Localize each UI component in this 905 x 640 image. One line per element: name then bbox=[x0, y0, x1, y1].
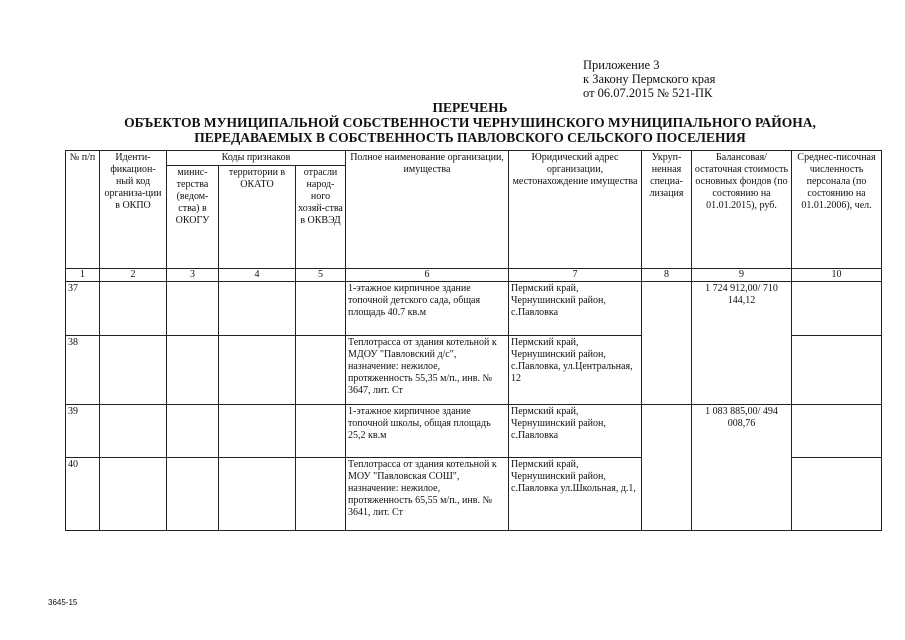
col-number: 10 bbox=[792, 269, 882, 282]
col-number: 7 bbox=[509, 269, 642, 282]
empty-cell bbox=[219, 336, 296, 405]
empty-cell bbox=[219, 405, 296, 458]
empty-cell bbox=[167, 458, 219, 531]
empty-cell bbox=[792, 405, 882, 458]
row-num: 37 bbox=[66, 282, 100, 336]
header-branch: отрасли народ-ного хозяй-ства в ОКВЭД bbox=[296, 166, 346, 269]
header-address: Юридический адрес организации, местонахождение имущества bbox=[509, 151, 642, 269]
row-name: Теплотрасса от здания котельной к МДОУ "Павловский д/с", назначение: нежилое, протяженность 55,35 м/п., инв. № 3647, лит. Ст bbox=[346, 336, 509, 405]
appendix-line-2: к Закону Пермского края bbox=[583, 72, 716, 86]
empty-cell bbox=[296, 336, 346, 405]
empty-cell bbox=[296, 458, 346, 531]
empty-cell bbox=[100, 336, 167, 405]
col-number: 1 bbox=[66, 269, 100, 282]
document-subtitle-2: ПЕРЕДАВАЕМЫХ В СОБСТВЕННОСТЬ ПАВЛОВСКОГО СЕЛЬСКОГО ПОСЕЛЕНИЯ bbox=[194, 130, 746, 145]
empty-cell bbox=[100, 458, 167, 531]
header-num: № п/п bbox=[66, 151, 100, 269]
header-name: Полное наименование организации, имущества bbox=[346, 151, 509, 269]
empty-cell bbox=[219, 458, 296, 531]
col-number: 8 bbox=[642, 269, 692, 282]
row-name: 1-этажное кирпичное здание топочной детского сада, общая площадь 40.7 кв.м bbox=[346, 282, 509, 336]
row-address: Пермский край, Чернушинский район, с.Павловка ул.Школьная, д.1, bbox=[509, 458, 642, 531]
empty-cell bbox=[792, 458, 882, 531]
header-balance: Балансовая/ остаточная стоимость основных фондов (по состоянию на 01.01.2015), руб. bbox=[692, 151, 792, 269]
row-balance: 1 724 912,00/ 710 144,12 bbox=[692, 282, 792, 405]
header-row-1 bbox=[66, 151, 882, 166]
empty-cell bbox=[296, 282, 346, 336]
page-footer-code: 3645-15 bbox=[48, 598, 78, 607]
row-num: 40 bbox=[66, 458, 100, 531]
col-number: 4 bbox=[219, 269, 296, 282]
row-address: Пермский край, Чернушинский район, с.Павловка, ул.Центральная, 12 bbox=[509, 336, 642, 405]
col-number: 3 bbox=[167, 269, 219, 282]
header-territory: территории в ОКАТО bbox=[219, 166, 296, 269]
header-ministry: минис-терства (ведом-ства) в ОКОГУ bbox=[167, 166, 219, 269]
empty-cell bbox=[296, 405, 346, 458]
row-name: Теплотрасса от здания котельной к МОУ "Павловская СОШ", назначение: нежилое, протяженность 65,55 м/п., инв. № 3641, лит. Ст bbox=[346, 458, 509, 531]
col-number: 6 bbox=[346, 269, 509, 282]
col-number: 5 bbox=[296, 269, 346, 282]
header-codes: Коды признаков bbox=[167, 151, 346, 166]
empty-cell bbox=[167, 405, 219, 458]
column-number-row bbox=[66, 269, 882, 282]
empty-cell bbox=[219, 282, 296, 336]
empty-cell bbox=[167, 336, 219, 405]
appendix-line-1: Приложение 3 bbox=[583, 58, 660, 72]
appendix-line-3: от 06.07.2015 № 521-ПК bbox=[583, 86, 713, 100]
property-table bbox=[65, 150, 882, 531]
document-subtitle-1: ОБЪЕКТОВ МУНИЦИПАЛЬНОЙ СОБСТВЕННОСТИ ЧЕРНУШИНСКОГО МУНИЦИПАЛЬНОГО РАЙОНА, bbox=[124, 115, 816, 130]
row-address: Пермский край, Чернушинский район, с.Павловка bbox=[509, 405, 642, 458]
empty-cell bbox=[100, 282, 167, 336]
empty-cell bbox=[792, 282, 882, 336]
empty-cell bbox=[167, 282, 219, 336]
appendix-note bbox=[583, 58, 715, 100]
header-staff: Среднес-писочная численность персонала (по состоянию на 01.01.2006), чел. bbox=[792, 151, 882, 269]
empty-cell bbox=[642, 282, 692, 405]
empty-cell bbox=[642, 405, 692, 531]
document-title: ПЕРЕЧЕНЬ bbox=[432, 100, 508, 115]
empty-cell bbox=[100, 405, 167, 458]
header-okpo: Иденти-фикацион-ный код организа-ции в ОКПО bbox=[100, 151, 167, 269]
table-row bbox=[66, 282, 882, 336]
row-name: 1-этажное кирпичное здание топочной школы, общая площадь 25,2 кв.м bbox=[346, 405, 509, 458]
row-balance: 1 083 885,00/ 494 008,76 bbox=[692, 405, 792, 531]
header-group: Укруп-ненная специа-лизация bbox=[642, 151, 692, 269]
empty-cell bbox=[792, 336, 882, 405]
table-row bbox=[66, 405, 882, 458]
col-number: 2 bbox=[100, 269, 167, 282]
row-address: Пермский край, Чернушинский район, с.Павловка bbox=[509, 282, 642, 336]
col-number: 9 bbox=[692, 269, 792, 282]
row-num: 38 bbox=[66, 336, 100, 405]
row-num: 39 bbox=[66, 405, 100, 458]
